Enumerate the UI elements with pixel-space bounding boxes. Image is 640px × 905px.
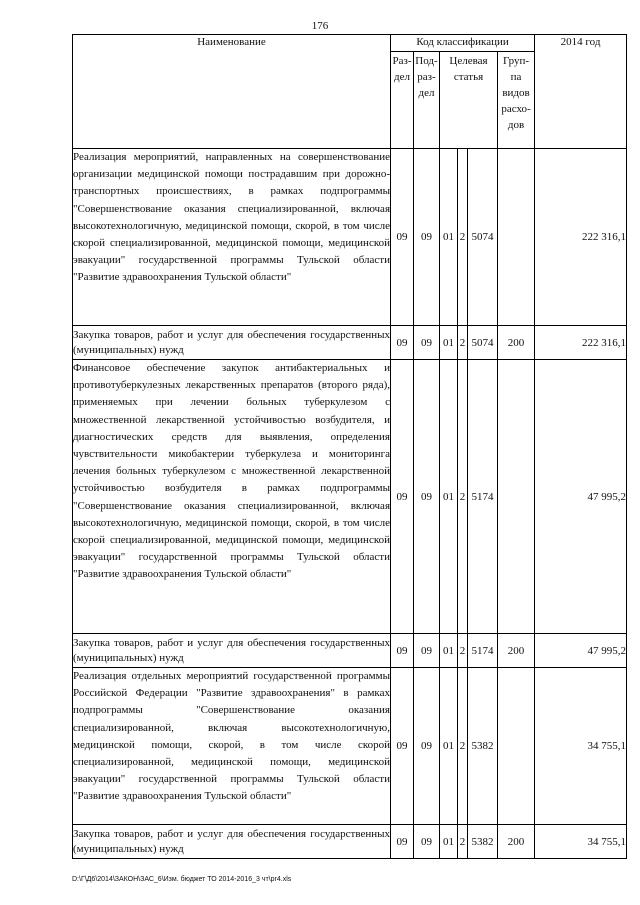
table-row (73, 634, 627, 668)
row-target-part3: 5382 (468, 825, 498, 859)
row-amount: 47 995,2 (535, 360, 627, 634)
header-year: 2014 год (535, 35, 627, 149)
row-target-part2: 2 (458, 634, 468, 668)
row-razdel: 09 (391, 634, 414, 668)
row-expense-group: 200 (498, 326, 535, 360)
row-expense-group (498, 149, 535, 326)
row-target-part2: 2 (458, 668, 468, 825)
table-row (73, 825, 627, 859)
row-razdel: 09 (391, 149, 414, 326)
row-amount: 222 316,1 (535, 326, 627, 360)
row-expense-group (498, 360, 535, 634)
row-podrazdel: 09 (414, 634, 440, 668)
row-razdel: 09 (391, 360, 414, 634)
row-target-part1: 01 (440, 634, 458, 668)
row-podrazdel: 09 (414, 360, 440, 634)
row-expense-group (498, 668, 535, 825)
table-row (73, 668, 627, 825)
row-podrazdel: 09 (414, 668, 440, 825)
row-name: Закупка товаров, работ и услуг для обеспечения государственных (муниципальных) нужд (73, 825, 391, 859)
row-target-part3: 5074 (468, 149, 498, 326)
header-classification: Код классификации (391, 35, 535, 52)
row-podrazdel: 09 (414, 149, 440, 326)
row-expense-group: 200 (498, 634, 535, 668)
row-target-part1: 01 (440, 668, 458, 825)
row-target-part1: 01 (440, 326, 458, 360)
row-amount: 222 316,1 (535, 149, 627, 326)
header-subsection: Под- раз- дел (414, 52, 440, 149)
row-name: Закупка товаров, работ и услуг для обеспечения государственных (муниципальных) нужд (73, 326, 391, 360)
row-razdel: 09 (391, 668, 414, 825)
row-podrazdel: 09 (414, 326, 440, 360)
row-expense-group: 200 (498, 825, 535, 859)
row-target-part3: 5174 (468, 360, 498, 634)
row-amount: 47 995,2 (535, 634, 627, 668)
header-section: Раз- дел (391, 52, 414, 149)
row-target-part2: 2 (458, 326, 468, 360)
page-number: 176 (311, 20, 329, 32)
header-name: Наименование (73, 35, 391, 149)
table-row (73, 360, 627, 634)
budget-table (72, 34, 627, 859)
row-target-part2: 2 (458, 360, 468, 634)
header-expense-group: Груп- па видов расхо- дов (498, 52, 535, 149)
row-razdel: 09 (391, 326, 414, 360)
row-target-part3: 5174 (468, 634, 498, 668)
row-amount: 34 755,1 (535, 668, 627, 825)
header-target-item: Целевая статья (440, 52, 498, 149)
row-target-part2: 2 (458, 149, 468, 326)
row-name: Финансовое обеспечение закупок антибактериальных и противотуберкулезных лекарственных препаратов (второго ряда), применяемых при лечении больных туберкулезом с множественной лекарственной устойчивостью возбудителя, и диагностических средств для выявления, определения чувствительности микобактерии туберкулеза и мониторинга лечения больных туберкулезом с множественной лекарственной устойчивостью возбудителя в рамках подпрограммы "Совершенствование оказания специализированной, включая высокотехнологичную, медицинской помощи, скорой, в том числе скорой специализированной, медицинской помощи, медицинской эвакуации" государственной программы Тульской области "Развитие здравоохранения Тульской области" (73, 360, 391, 634)
row-target-part1: 01 (440, 360, 458, 634)
row-target-part3: 5382 (468, 668, 498, 825)
row-name: Реализация мероприятий, направленных на совершенствование организации медицинской помощи пострадавшим при дорожно-транспортных происшествиях, в рамках подпрограммы "Совершенствование оказания специализированной, включая высокотехнологичную, медицинской помощи, скорой, в том числе скорой специализированной, медицинской помощи, медицинской эвакуации" государственной программы Тульской области "Развитие здравоохранения Тульской области" (73, 149, 391, 326)
row-name: Реализация отдельных мероприятий государственной программы Российской Федерации "Развитие здравоохранения" в рамках подпрограммы "Совершенствование оказания специализированной, включая высокотехнологичную, медицинской помощи, скорой, в том числе скорой специализированной, медицинской помощи, медицинской эвакуации" государственной программы Тульской области "Развитие здравоохранения Тульской области" (73, 668, 391, 825)
table-row (73, 326, 627, 360)
row-target-part2: 2 (458, 825, 468, 859)
row-target-part1: 01 (440, 825, 458, 859)
footer-file-path: D:\Г\Д6\2014\ЗАКОН\ЗАС_6\Изм. бюджет ТО 2014-2016_3 чт\pr4.xls (72, 876, 292, 883)
row-target-part3: 5074 (468, 326, 498, 360)
row-podrazdel: 09 (414, 825, 440, 859)
table-row (73, 149, 627, 326)
row-name: Закупка товаров, работ и услуг для обеспечения государственных (муниципальных) нужд (73, 634, 391, 668)
row-target-part1: 01 (440, 149, 458, 326)
row-amount: 34 755,1 (535, 825, 627, 859)
row-razdel: 09 (391, 825, 414, 859)
